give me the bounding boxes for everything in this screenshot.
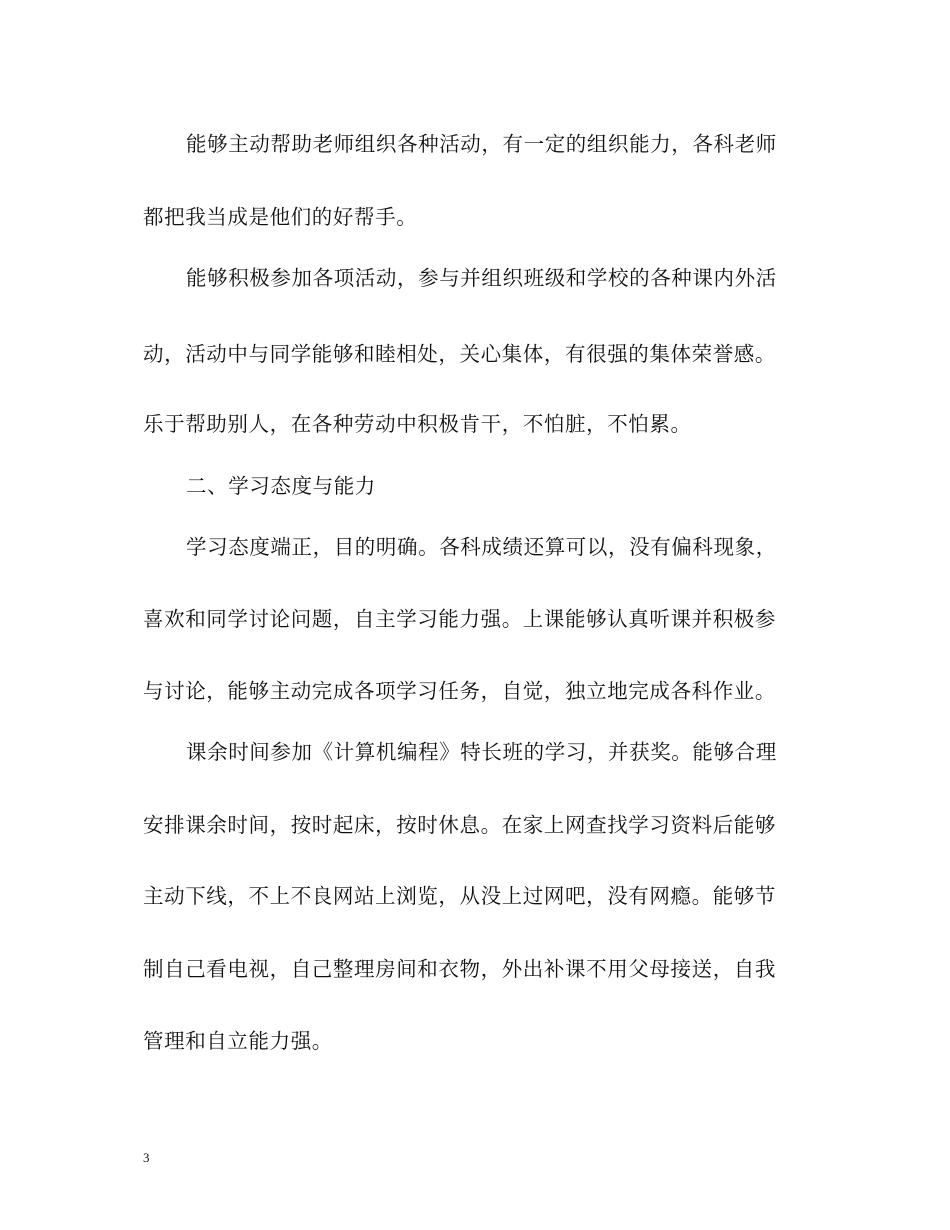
paragraph-2-line-2: 动，活动中与同学能够和睦相处，关心集体，有很强的集体荣誉感。	[143, 342, 776, 366]
paragraph-4-line-1: 课余时间参加《计算机编程》特长班的学习，并获奖。能够合理	[186, 740, 777, 764]
paragraph-4-line-5: 管理和自立能力强。	[143, 1029, 333, 1053]
paragraph-1-line-2: 都把我当成是他们的好帮手。	[143, 205, 418, 229]
paragraph-2-line-3: 乐于帮助别人，在各种劳动中积极肯干，不怕脏，不怕累。	[143, 412, 692, 436]
paragraph-3-line-2: 喜欢和同学讨论问题，自主学习能力强。上课能够认真听课并积极参	[143, 607, 776, 631]
paragraph-2-line-1: 能够积极参加各项活动，参与并组织班级和学校的各种课内外活	[186, 266, 777, 290]
paragraph-4-line-3: 主动下线，不上不良网站上浏览，从没上过网吧，没有网瘾。能够节	[143, 884, 776, 908]
page-number: 3	[143, 1150, 150, 1165]
section-heading: 二、学习态度与能力	[186, 474, 376, 498]
paragraph-3-line-3: 与讨论，能够主动完成各项学习任务，自觉，独立地完成各科作业。	[143, 679, 776, 703]
paragraph-4-line-4: 制自己看电视，自己整理房间和衣物，外出补课不用父母接送，自我	[143, 957, 776, 981]
paragraph-1-line-1: 能够主动帮助老师组织各种活动，有一定的组织能力，各科老师	[186, 132, 777, 156]
paragraph-4-line-2: 安排课余时间，按时起床，按时休息。在家上网查找学习资料后能够	[143, 813, 776, 837]
paragraph-3-line-1: 学习态度端正，目的明确。各科成绩还算可以，没有偏科现象，	[186, 535, 777, 559]
